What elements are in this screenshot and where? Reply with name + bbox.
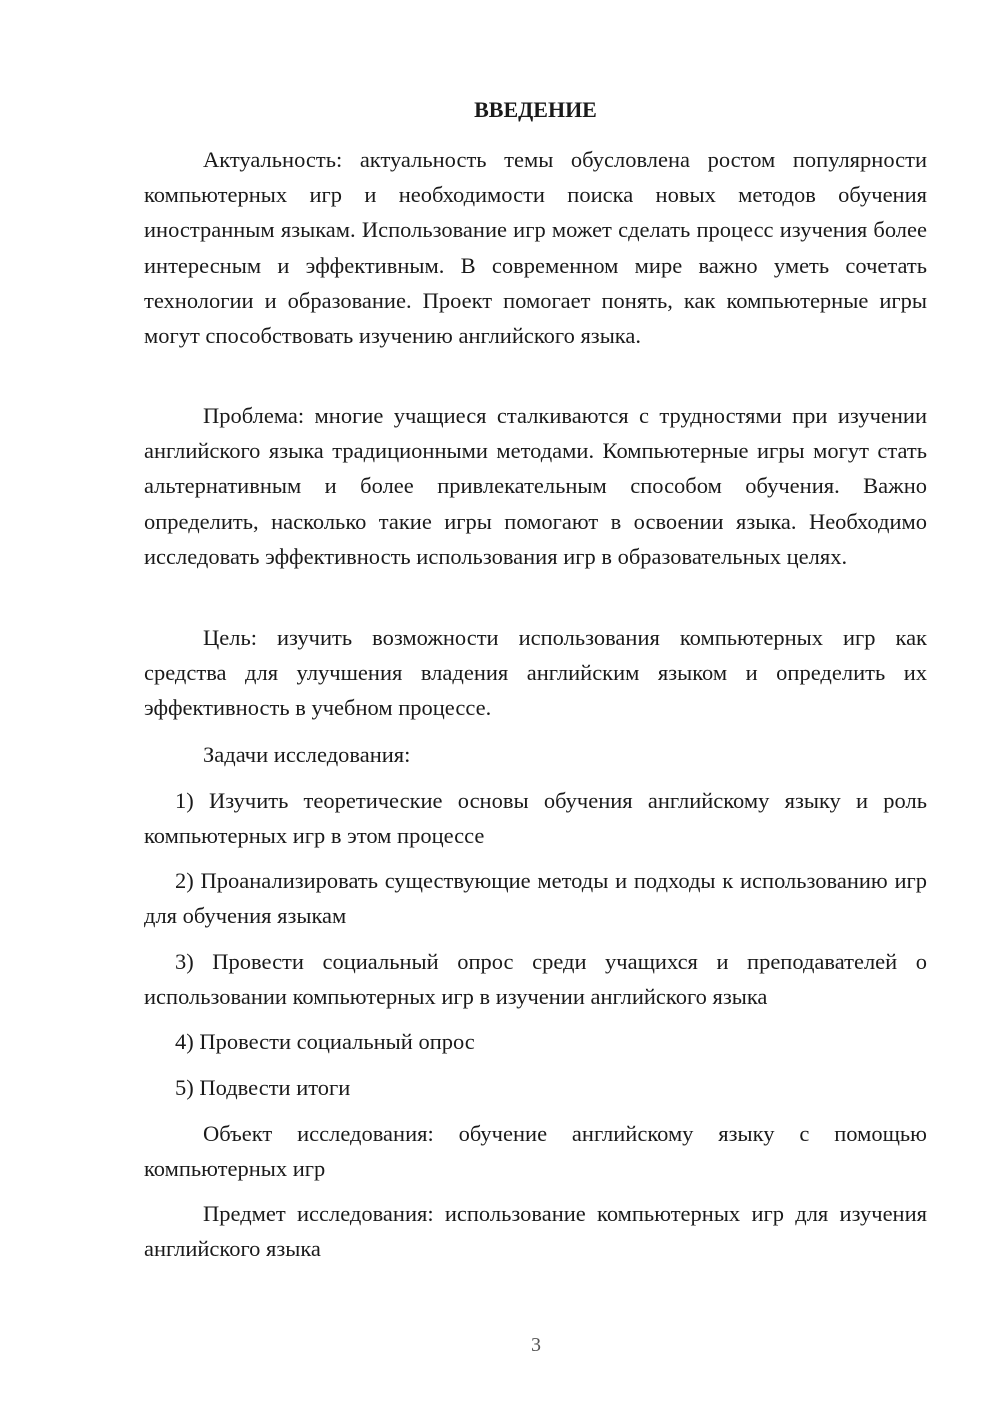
subject-block xyxy=(144,1196,927,1266)
tasks-heading: Задачи исследования: xyxy=(203,742,411,767)
tasks-heading-block xyxy=(144,737,927,772)
relevance-paragraph: Актуальность: актуальность темы обусловлена ростом популярности компьютерных игр и необходимости поиска новых методов обучения иностранным языкам. Использование игр может сделать процесс изучения более интересным и эффективным. В современном мире важно уметь сочетать технологии и образование. Проект помогает понять, как компьютерные игры могут способствовать изучению английского языка. xyxy=(144,147,927,349)
task-3-block xyxy=(144,944,927,1014)
task-2-block xyxy=(144,863,927,933)
task-item-4: 4) Провести социальный опрос xyxy=(175,1029,475,1054)
subject-paragraph: Предмет исследования: использование компьютерных игр для изучения английского языка xyxy=(144,1201,927,1262)
problem-paragraph: Проблема: многие учащиеся сталкиваются с трудностями при изучении английского языка традиционными методами. Компьютерные игры могут стать альтернативным и более привлекательным способом обучения. Важно определить, насколько такие игры помогают в освоении языка. Необходимо исследовать эффективность использования игр в образовательных целях. xyxy=(144,403,927,569)
task-item-3: 3) Провести социальный опрос среди учащихся и преподавателей о использовании компьютерных игр в изучении английского языка xyxy=(144,949,927,1010)
task-item-2: 2) Проанализировать существующие методы и подходы к использованию игр для обучения языкам xyxy=(144,868,927,929)
relevance-block xyxy=(144,142,927,353)
task-item-1: 1) Изучить теоретические основы обучения английскому языку и роль компьютерных игр в этом процессе xyxy=(144,788,927,849)
task-4-block xyxy=(144,1024,927,1059)
task-item-5: 5) Подвести итоги xyxy=(175,1075,351,1100)
object-paragraph: Объект исследования: обучение английскому языку с помощью компьютерных игр xyxy=(144,1121,927,1182)
task-1-block xyxy=(144,783,927,853)
task-5-block xyxy=(144,1070,927,1105)
goal-block xyxy=(144,620,927,726)
goal-paragraph: Цель: изучить возможности использования компьютерных игр как средства для улучшения владения английским языком и определить их эффективность в учебном процессе. xyxy=(144,625,927,721)
problem-block xyxy=(144,398,927,574)
page-title: ВВЕДЕНИЕ xyxy=(474,97,597,122)
page-number: 3 xyxy=(531,1334,541,1356)
object-block xyxy=(144,1116,927,1186)
